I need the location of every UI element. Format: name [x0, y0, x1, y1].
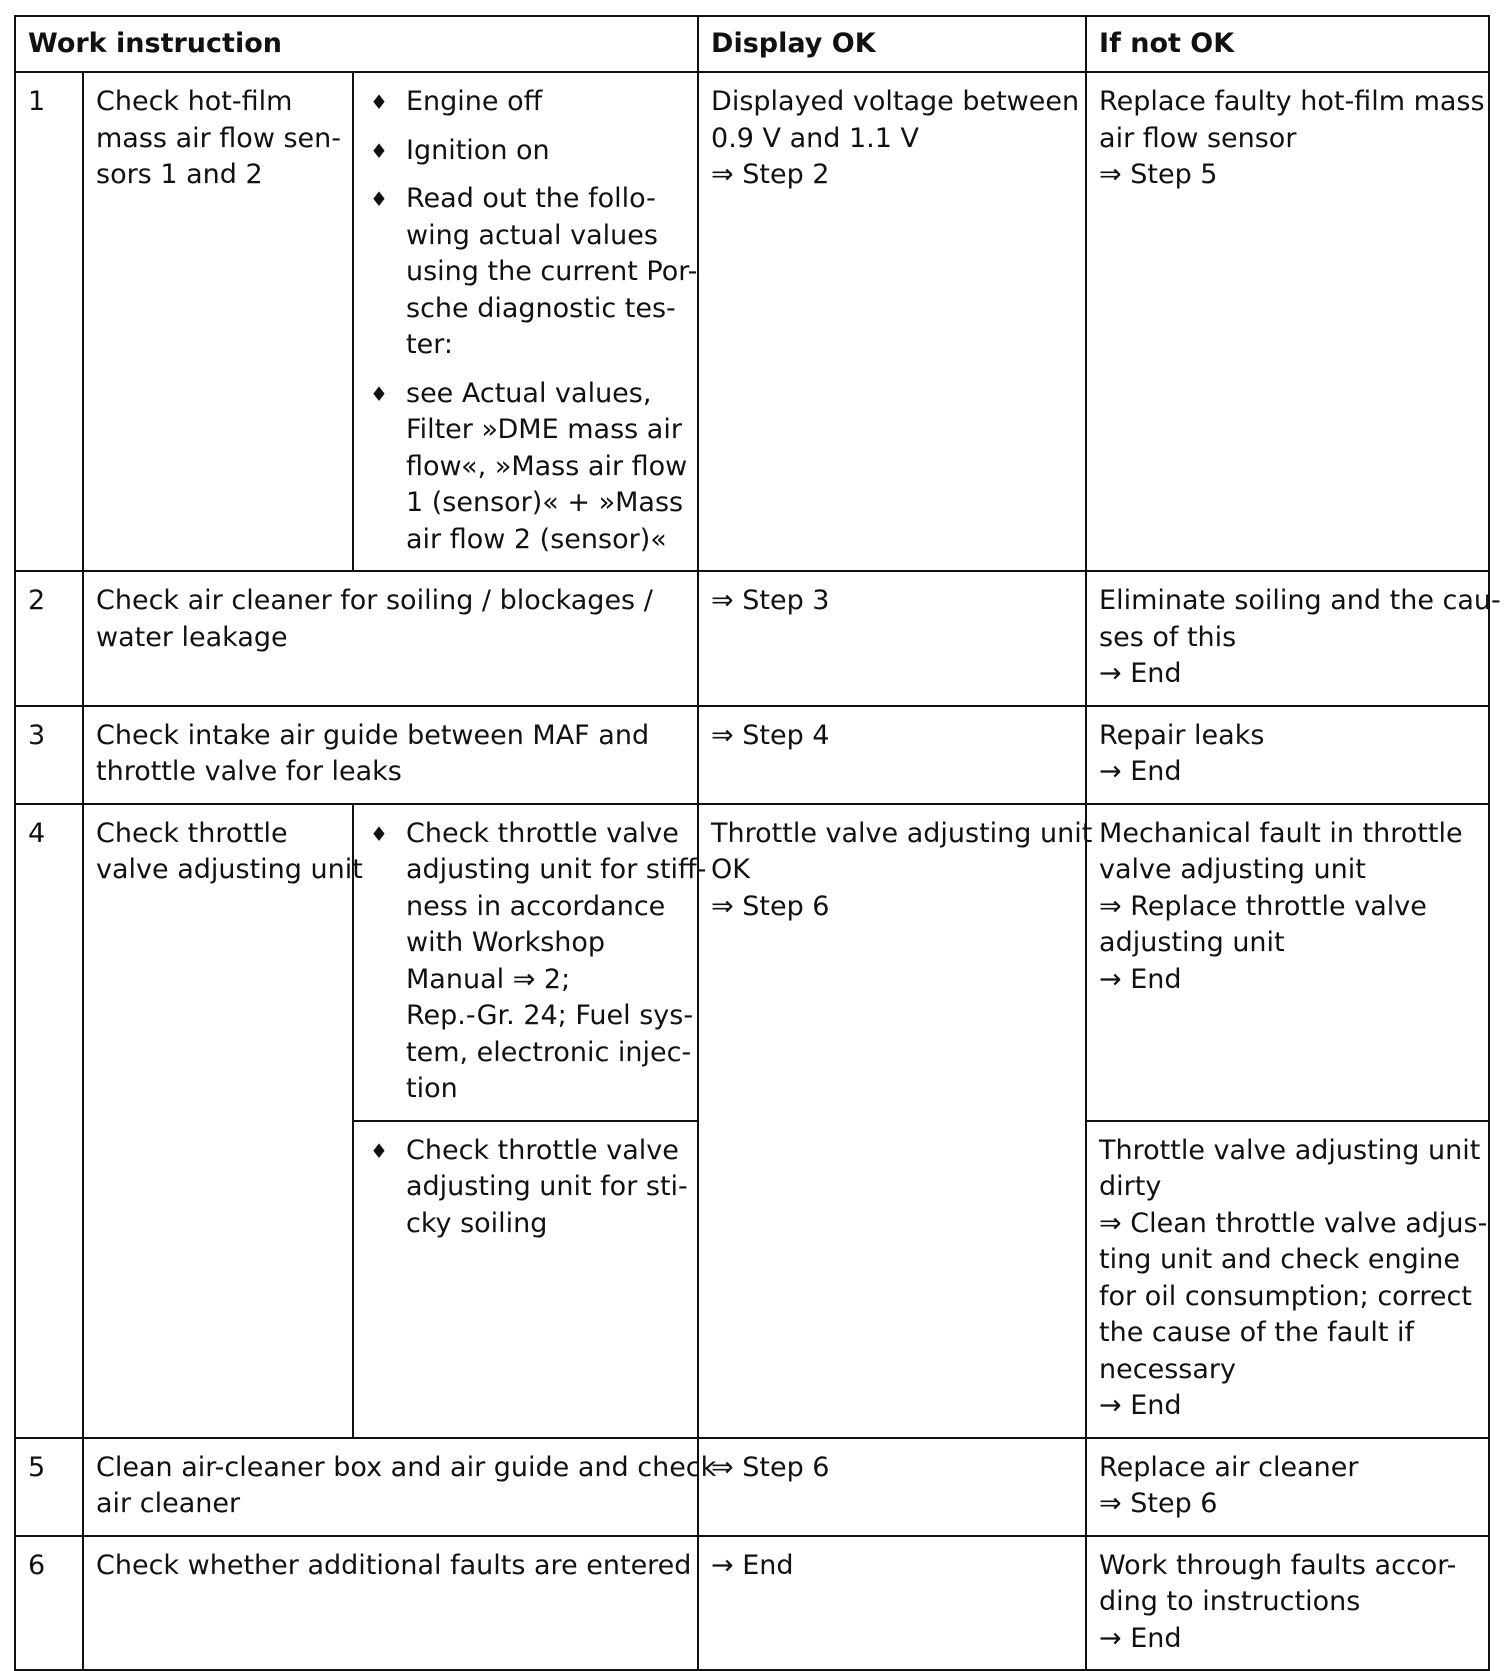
step-4-row [15, 804, 1489, 1121]
step-6-row [15, 1536, 1489, 1671]
header-display-ok: Display OK [698, 16, 1086, 72]
bullet-item: ♦ Read out the follo- wing actual values using the current Por- sche diagnostic tes- ter: [370, 183, 698, 360]
step-1-bullets [353, 72, 698, 571]
step-2-instruction: Check air cleaner for soiling / blockages / water leakage [83, 571, 698, 706]
step-4-if-not-ok-mechanical: Mechanical fault in throttle valve adjusting unit ⇒ Replace throttle valve adjusting unit → End [1086, 804, 1489, 1121]
bullet-diamond-icon: ♦ [370, 187, 388, 211]
bullet-item: ♦ Check throttle valve adjusting unit for sti- cky soiling [370, 1134, 688, 1239]
step-1-title: Check hot-film mass air flow sen- sors 1 and 2 [83, 72, 353, 571]
step-5-if-not-ok: Replace air cleaner ⇒ Step 6 [1086, 1438, 1489, 1536]
step-number: 6 [15, 1536, 83, 1671]
header-row [15, 16, 1489, 72]
step-4-bullet-a [353, 804, 707, 1121]
step-3-instruction: Check intake air guide between MAF and throttle valve for leaks [83, 706, 698, 804]
step-5-row [15, 1438, 1489, 1536]
step-6-if-not-ok: Work through faults accor- ding to instructions → End [1086, 1536, 1489, 1671]
bullet-item: ♦ Engine off [366, 84, 685, 121]
step-4-bullet-b [353, 1121, 698, 1438]
step-6-instruction: Check whether additional faults are entered [83, 1536, 698, 1671]
step-2-if-not-ok: Eliminate soiling and the cau- ses of this → End [1086, 571, 1489, 706]
step-5-display-ok: ⇒ Step 6 [698, 1438, 1086, 1536]
step-1-display-ok: Displayed voltage between 0.9 V and 1.1 V ⇒ Step 2 [698, 72, 1086, 571]
step-2-row [15, 571, 1489, 706]
step-6-display-ok: → End [698, 1536, 1086, 1671]
bullet-diamond-icon: ♦ [370, 90, 388, 114]
step-number: 5 [15, 1438, 83, 1536]
step-5-instruction: Clean air-cleaner box and air guide and check air cleaner [83, 1438, 698, 1536]
bullet-diamond-icon: ♦ [370, 381, 388, 406]
step-number: 3 [15, 706, 83, 804]
bullet-item: ♦ Check throttle valve adjusting unit for stiff- ness in accordance with Workshop Manual ⇒ 2; Rep.-Gr. 24; Fuel sys- tem, electronic injec- tion [370, 817, 707, 1104]
bullet-diamond-icon: ♦ [370, 138, 388, 163]
step-number: 4 [15, 804, 83, 1438]
step-number: 1 [15, 72, 83, 571]
step-4-if-not-ok-dirty: Throttle valve adjusting unit dirty ⇒ Clean throttle valve adjus- ting unit and check engine for oil consumption; correct the cause of the fault if necessary → End [1086, 1121, 1489, 1438]
step-3-row [15, 706, 1489, 804]
step-4-display-ok: Throttle valve adjusting unit OK ⇒ Step 6 [698, 804, 1086, 1438]
step-2-display-ok: ⇒ Step 3 [698, 571, 1086, 706]
bullet-diamond-icon: ♦ [370, 821, 388, 846]
bullet-item: ♦ see Actual values, Filter »DME mass air flow«, »Mass air flow 1 (sensor)« + »Mass air flow 2 (sensor)« [370, 377, 688, 555]
step-3-if-not-ok: Repair leaks → End [1086, 706, 1489, 804]
work-instruction-table [14, 15, 1501, 1671]
step-1-row [15, 72, 1489, 571]
step-number: 2 [15, 571, 83, 706]
step-3-display-ok: ⇒ Step 4 [698, 706, 1086, 804]
bullet-diamond-icon: ♦ [370, 1138, 388, 1163]
step-1-if-not-ok: Replace faulty hot-film mass air flow sensor ⇒ Step 5 [1086, 72, 1489, 571]
bullet-item: ♦ Ignition on [366, 133, 685, 170]
step-4-title: Check throttle valve adjusting unit [83, 804, 353, 1438]
header-work-instruction: Work instruction [15, 16, 698, 72]
header-if-not-ok: If not OK [1086, 16, 1489, 72]
